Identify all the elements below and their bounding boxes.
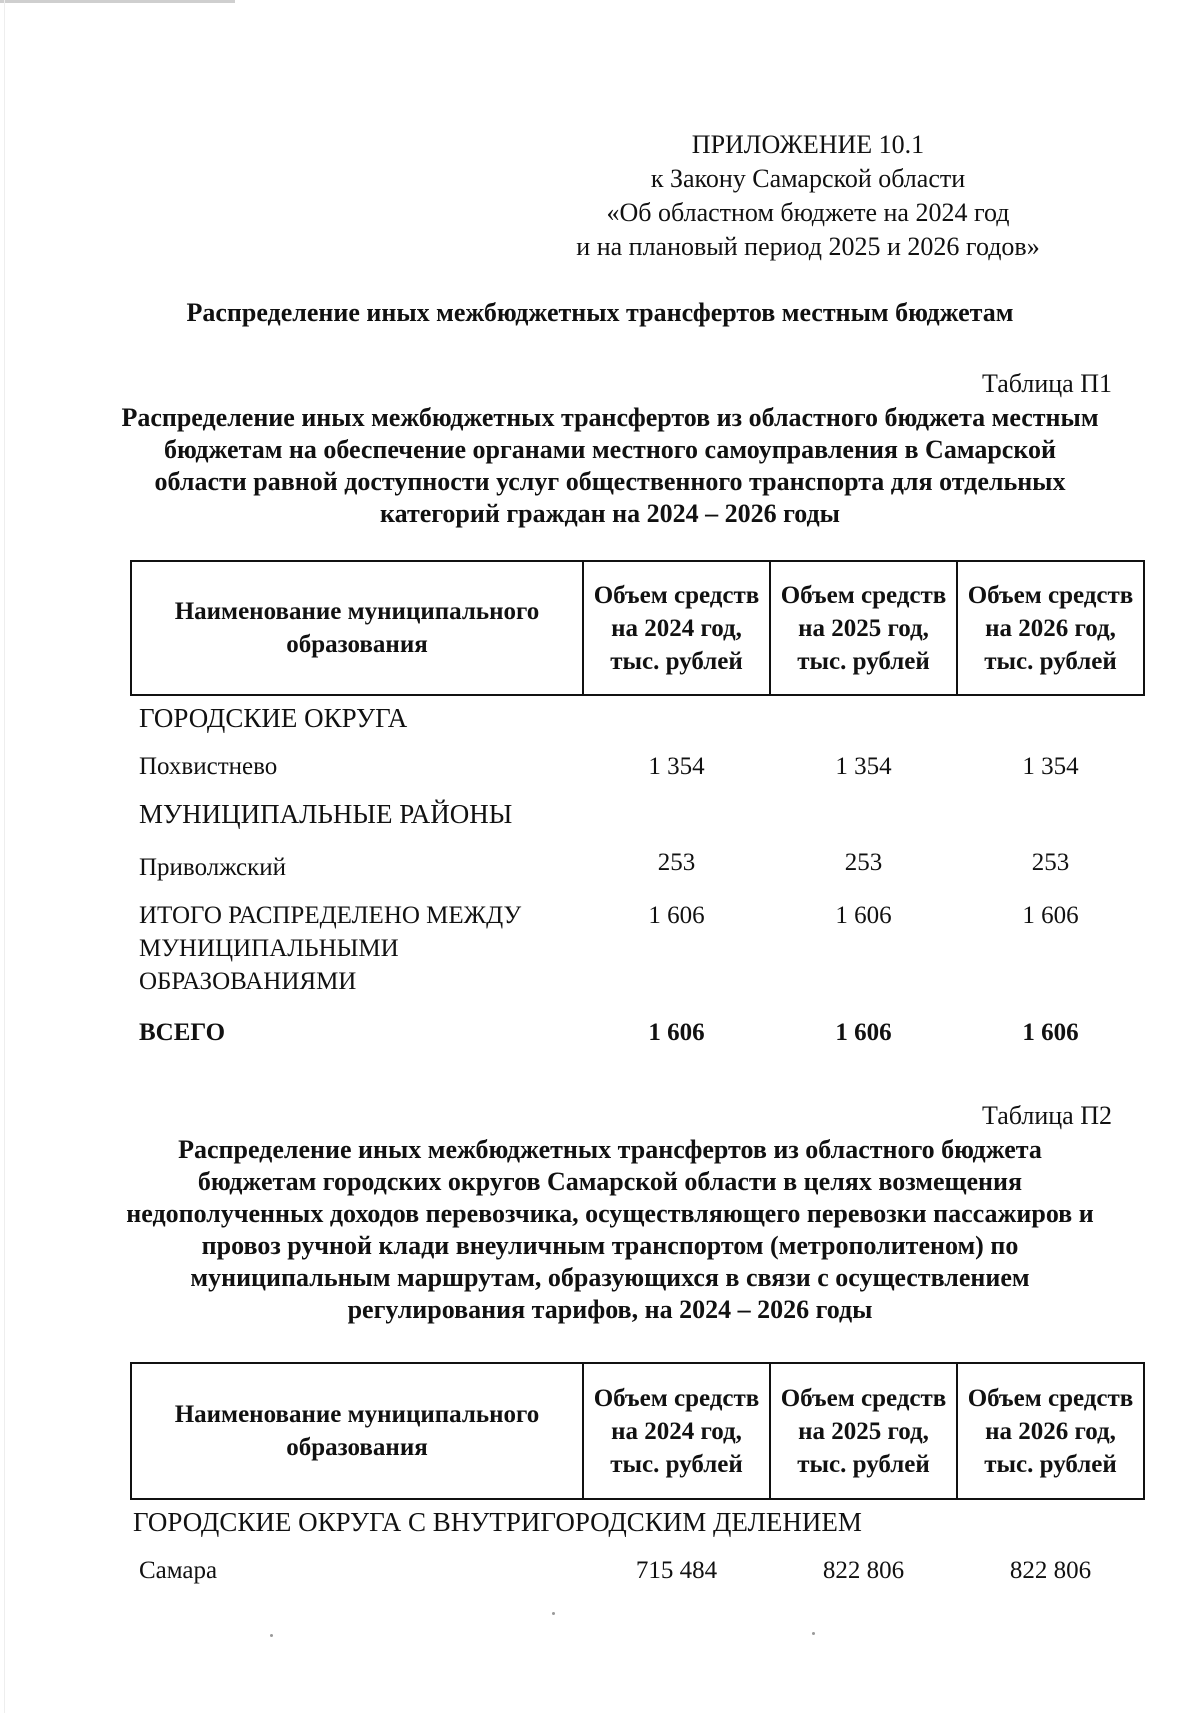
section-row (131, 695, 1144, 741)
header-2024: Объем средств на 2024 год, тыс. рублей (583, 1363, 770, 1499)
appendix-line-2: к Закону Самарской области (650, 164, 966, 193)
row-value-2024: 253 (657, 849, 696, 876)
total-value-2026: 1 606 (1022, 1019, 1079, 1046)
section-urban-districts-intracity: ГОРОДСКИЕ ОКРУГА С ВНУТРИГОРОДСКИМ ДЕЛЕНИЕМ (133, 1507, 862, 1537)
table-2-title: Распределение иных межбюджетных трансфертов из областного бюджета бюджетам городских округов Самарской области в целях возмещения недополученных доходов перевозчика, осуществляющего перевозки пассажиров и провоз ручной клади внеуличным транспортом (метрополитеном) по муниципальным маршрутам, образующихся в связи с осуществлением регулирования тарифов, на 2024 – 2026 годы (126, 1135, 1094, 1324)
row-value-2025: 1 354 (835, 753, 892, 780)
header-municipality: Наименование муниципального образования (131, 1363, 583, 1499)
table-2-header-row (131, 1363, 1144, 1499)
row-name: Приволжский (139, 854, 287, 881)
section-row (131, 1499, 1144, 1545)
header-2025: Объем средств на 2025 год, тыс. рублей (770, 561, 957, 695)
row-value-2025: 253 (844, 849, 883, 876)
table-2-label: Таблица П2 (982, 1101, 1112, 1130)
appendix-line-3: «Об областном бюджете на 2024 год (606, 198, 1010, 227)
subtotal-row (131, 893, 1144, 1008)
section-municipal-districts: МУНИЦИПАЛЬНЫЕ РАЙОНЫ (139, 799, 513, 829)
total-value-2024: 1 606 (648, 1019, 705, 1046)
scan-edge-left (4, 0, 5, 1713)
subtotal-value-2025: 1 606 (835, 902, 892, 929)
main-heading: Распределение иных межбюджетных трансфертов местным бюджетам (186, 298, 1014, 327)
row-value-2024: 715 484 (635, 1557, 718, 1584)
appendix-block (528, 128, 1088, 264)
header-municipality: Наименование муниципального образования (131, 561, 583, 695)
table-2 (130, 1362, 1145, 1596)
total-name: ВСЕГО (139, 1019, 226, 1046)
subtotal-value-2026: 1 606 (1022, 902, 1079, 929)
section-row (131, 792, 1144, 837)
header-2026: Объем средств на 2026 год, тыс. рублей (957, 561, 1144, 695)
row-value-2026: 1 354 (1022, 753, 1079, 780)
subtotal-name: ИТОГО РАСПРЕДЕЛЕНО МЕЖДУ МУНИЦИПАЛЬНЫМИ ОБРАЗОВАНИЯМИ (139, 902, 522, 995)
table-1-header-row (131, 561, 1144, 695)
subtotal-value-2024: 1 606 (648, 902, 705, 929)
section-urban-districts: ГОРОДСКИЕ ОКРУГА (139, 703, 408, 733)
total-row (131, 1008, 1144, 1049)
appendix-line-4: и на плановый период 2025 и 2026 годов» (576, 232, 1040, 261)
table-1-label: Таблица П1 (982, 369, 1112, 398)
table-row (131, 741, 1144, 792)
table-1 (130, 560, 1145, 1049)
row-name: Похвистнево (139, 753, 278, 780)
row-value-2026: 822 806 (1009, 1557, 1092, 1584)
header-2024: Объем средств на 2024 год, тыс. рублей (583, 561, 770, 695)
row-value-2026: 253 (1031, 849, 1070, 876)
row-value-2024: 1 354 (648, 753, 705, 780)
header-2025: Объем средств на 2025 год, тыс. рублей (770, 1363, 957, 1499)
header-2026: Объем средств на 2026 год, тыс. рублей (957, 1363, 1144, 1499)
scan-speck (812, 1632, 815, 1635)
appendix-line-1: ПРИЛОЖЕНИЕ 10.1 (691, 130, 925, 159)
row-value-2025: 822 806 (822, 1557, 905, 1584)
scan-speck (552, 1612, 555, 1615)
total-value-2025: 1 606 (835, 1019, 892, 1046)
table-1-title: Распределение иных межбюджетных трансфертов из областного бюджета местным бюджетам на обеспечение органами местного самоуправления в Самарской области равной доступности услуг общественного транспорта для отдельных категорий граждан на 2024 – 2026 годы (121, 403, 1099, 528)
scan-edge-top (0, 0, 235, 3)
table-row (131, 837, 1144, 893)
row-name: Самара (139, 1557, 218, 1584)
table-row (131, 1545, 1144, 1596)
scan-speck (270, 1634, 273, 1637)
